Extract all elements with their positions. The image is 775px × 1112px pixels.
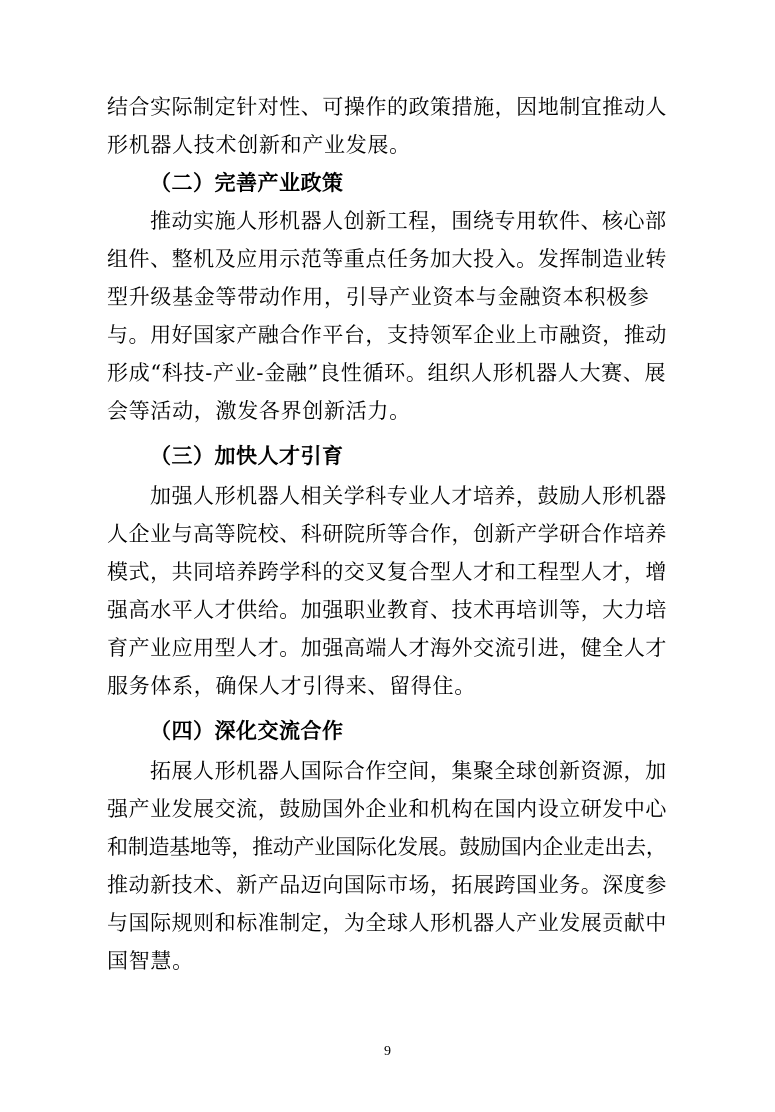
text-line: 国智慧。: [107, 949, 194, 973]
text-line: 与。用好国家产融合作平台，支持领军企业上市融资，推动: [107, 323, 667, 347]
text-line: 服务体系，确保人才引得来、留得住。: [107, 674, 476, 698]
text-line: 型升级基金等带动作用，引导产业资本与金融资本积极参: [107, 285, 650, 309]
text-line: 与国际规则和标准制定，为全球人形机器人产业发展贡献中: [107, 911, 667, 935]
paragraph-first-line: 推动实施人形机器人创新工程，围绕专用软件、核心部: [150, 209, 667, 233]
paragraph-first-line: 拓展人形机器人国际合作空间，集聚全球创新资源，加: [150, 759, 667, 783]
text-line: 和制造基地等，推动产业国际化发展。鼓励国内企业走出去，: [107, 835, 667, 859]
text-line: 组件、整机及应用示范等重点任务加大投入。发挥制造业转: [107, 247, 667, 271]
text-line: 强高水平人才供给。加强职业教育、技术再培训等，大力培: [107, 598, 667, 622]
page-number: 9: [384, 1044, 391, 1059]
text-line: 会等活动，激发各界创新活力。: [107, 399, 411, 423]
text-line: 形成“科技-产业-金融”良性循环。组织人形机器人大赛、展: [107, 361, 667, 385]
text-line: 形机器人技术创新和产业发展。: [107, 133, 411, 157]
text-line: 人企业与高等院校、科研院所等合作，创新产学研合作培养: [107, 522, 667, 546]
text-line: 结合实际制定针对性、可操作的政策措施，因地制宜推动人: [107, 95, 667, 119]
section-heading: （二）完善产业政策: [150, 171, 344, 195]
text-line: 强产业发展交流，鼓励国外企业和机构在国内设立研发中心: [107, 797, 667, 821]
text-line: 模式，共同培养跨学科的交叉复合型人才和工程型人才，增: [107, 560, 667, 584]
text-line: 育产业应用型人才。加强高端人才海外交流引进，健全人才: [107, 636, 667, 660]
text-line: 推动新技术、新产品迈向国际市场，拓展跨国业务。深度参: [107, 873, 667, 897]
section-heading: （四）深化交流合作: [150, 719, 344, 743]
paragraph-first-line: 加强人形机器人相关学科专业人才培养，鼓励人形机器: [150, 484, 667, 508]
section-heading: （三）加快人才引育: [150, 444, 344, 468]
